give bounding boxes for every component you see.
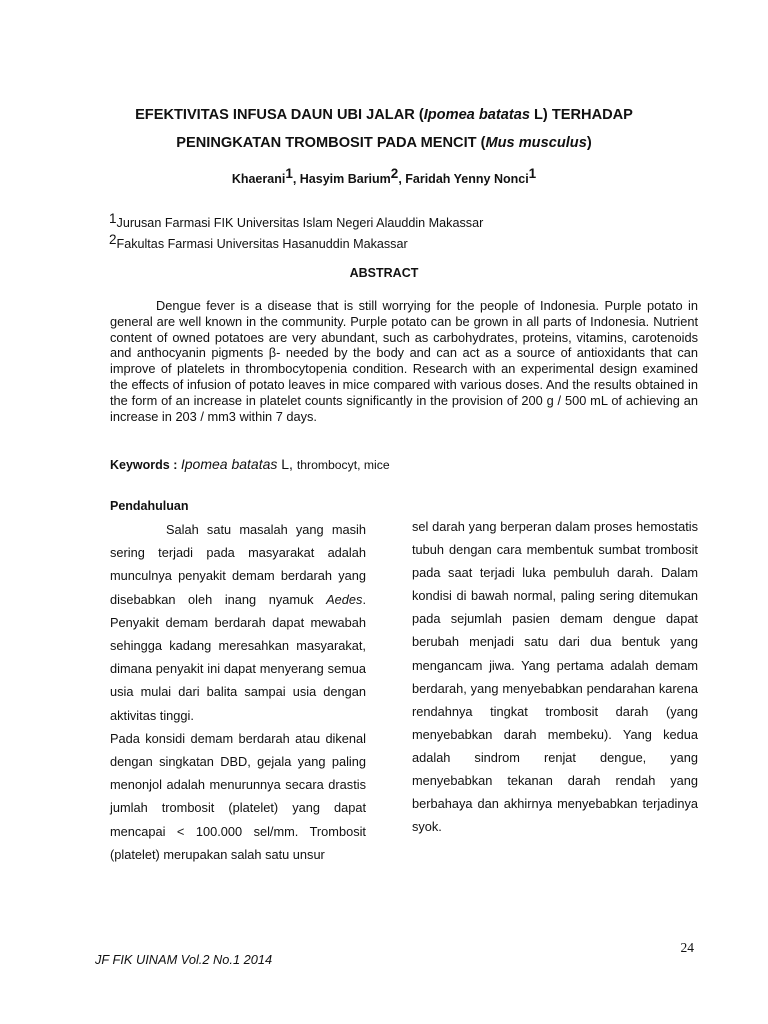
body-text: Salah satu masalah yang masih sering terjadi pada masyarakat adalah munculnya penyakit demam berdarah yang disebabkan oleh inang nyamuk (110, 522, 366, 607)
keywords-line (110, 456, 390, 472)
author-affiliation-mark: 1 (285, 166, 293, 181)
author-name: , Hasyim Barium (292, 172, 391, 186)
title-text: EFEKTIVITAS INFUSA DAUN UBI JALAR ( (135, 107, 424, 123)
author-affiliation-mark: 2 (390, 166, 399, 181)
paper-title-line-2 (80, 128, 688, 158)
affiliation-text: Fakultas Farmasi Universitas Hasanuddin Makassar (116, 237, 408, 251)
body-column-left (110, 518, 366, 866)
affiliation-number: 2 (109, 232, 117, 247)
author-affiliation-mark: 1 (528, 166, 537, 181)
body-text: . Penyakit demam berdarah dapat mewabah sehingga kadang meresahkan masyarakat, dimana penyakit ini dapat menyerang semua usia mulai dari balita sampai usia dengan aktivitas tinggi. (110, 591, 366, 723)
title-species-italic: Mus musculus (485, 135, 587, 151)
paper-title-line-1 (80, 100, 688, 130)
body-paragraph: Pada konsidi demam berdarah atau dikenal dengan singkatan DBD, gejala yang paling menonjol adalah menurunnya secara drastis jumlah trombosit (platelet) yang dapat mencapai < 100.000 sel/mm. Trombosit (platelet) merupakan salah satu unsur (110, 730, 366, 862)
author-list (80, 166, 688, 186)
title-text: PENINGKATAN TROMBOSIT PADA MENCIT ( (176, 135, 486, 151)
keyword-list: thrombocyt, mice (296, 458, 390, 472)
title-species-italic: Ipomea batatas (423, 107, 530, 123)
journal-footer: JF FIK UINAM Vol.2 No.1 2014 (95, 952, 273, 967)
abstract-heading: ABSTRACT (349, 266, 419, 280)
abstract-text: Dengue fever is a disease that is still worrying for the people of Indonesia. Purple potato in general are well known in the community. Purple potato can be grown in all parts of Indonesia. Nutrient content of owned potatoes are very abundant, such as carbohydrates, proteins, vitamins, carotenoids and anthocyanin pigments β- needed by the body and can act as a source of antioxidants that can improve of platelets in thrombocytopenia condition. Research with an experimental design examined the effects of infusion of potato leaves in mice compared with various doses. And the results obtained in the form of an increase in platelet counts significantly in the provision of 200 g / 500 mL of achieving an increase in 203 / mm3 within 7 days. (110, 298, 698, 424)
body-paragraph (110, 518, 366, 727)
keyword-separator: L, (277, 456, 297, 472)
affiliation-text: Jurusan Farmasi FIK Universitas Islam Negeri Alauddin Makassar (116, 216, 484, 230)
author-name: Khaerani (231, 172, 286, 186)
author-name: , Faridah Yenny Nonci (398, 172, 529, 186)
section-heading: Pendahuluan (110, 499, 189, 513)
affiliation-1 (109, 211, 484, 230)
keyword-species: Ipomea batatas (180, 456, 278, 472)
title-text: L) TERHADAP (529, 107, 633, 123)
keywords-label: Keywords : (110, 458, 181, 472)
body-column-right (412, 515, 698, 838)
abstract-body (110, 298, 698, 424)
body-text-italic: Aedes (326, 591, 363, 607)
body-paragraph: sel darah yang berperan dalam proses hemostatis tubuh dengan cara membentuk sumbat trombosit pada saat terjadi luka pembuluh darah. Dalam kondisi di bawah normal, paling sering ditemukan pada sejumlah pasien demam dengue dapat berubah menjadi satu dari dua bentuk yang mengancam jiwa. Yang pertama adalah demam berdarah, yang menyebabkan pendarahan karena rendahnya tingkat trombosit darah (yang menyebabkan darah membeku). Yang kedua adalah sindrom renjat dengue, yang menyebabkan tekanan darah rendah yang berbahaya dan akhirnya menyebabkan terjadinya syok. (412, 519, 698, 835)
affiliation-number: 1 (109, 211, 117, 226)
page-number: 24 (680, 940, 694, 955)
affiliation-2 (109, 232, 408, 251)
title-text: ) (586, 135, 592, 151)
